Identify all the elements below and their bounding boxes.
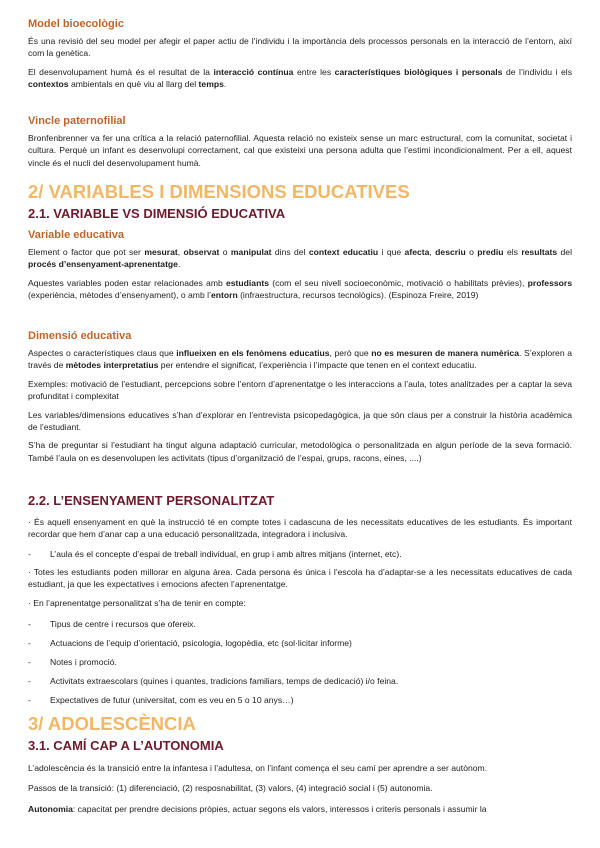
bold-term: manipulat <box>230 247 272 257</box>
heading-vincle-paternofilial: Vincle paternofilial <box>28 115 126 127</box>
chapter-3 <box>28 713 572 735</box>
heading-variable-educativa: Variable educativa <box>28 229 124 241</box>
paragraph <box>28 66 572 91</box>
bold-term: característiques biològiques i personals <box>334 66 503 77</box>
section-title: 2.1. VARIABLE VS DIMENSIÓ EDUCATIVA <box>28 206 286 221</box>
text-run: entre les <box>293 66 335 77</box>
text-run: , <box>177 247 184 257</box>
chapter-2 <box>28 181 572 203</box>
paragraph-block <box>28 516 572 541</box>
text-run: els <box>503 247 522 257</box>
dash-bullet: - <box>28 657 31 667</box>
section-dimensio-educativa <box>28 330 572 464</box>
bold-term: interacció contínua <box>213 66 294 77</box>
text-run: Aquestes variables poden estar relacionades amb <box>28 277 226 288</box>
dash-bullet: - <box>28 676 31 686</box>
bold-term: procés d’ensenyament-aprenentatge <box>28 259 178 270</box>
text-run: , però que <box>329 348 372 358</box>
bold-term: Autonomia <box>28 803 73 814</box>
text-run: (infraestructura, recursos tecnològics). (Espinoza Freire, 2019) <box>237 290 479 301</box>
list-item <box>28 675 570 687</box>
text-run: . <box>177 259 181 270</box>
paragraph: Exemples: motivació de l’estudiant, percepcions sobre l’entorn d’aprenentatge o les interaccions a l’aula, totes analitzades per a captar la seva profunditat i complexitat <box>28 378 572 402</box>
list-item <box>28 656 570 668</box>
text-run: i que <box>378 247 405 257</box>
bold-term: professors <box>527 277 573 288</box>
text-run: (com el seu nivell socioeconòmic, motivació o habilitats prèvies), <box>268 277 528 288</box>
bold-term: mètodes interpretatius <box>65 360 159 371</box>
section-vincle-paternofilial <box>28 115 572 169</box>
bold-term: observat <box>183 247 220 257</box>
bold-term: entorn <box>210 290 238 301</box>
chapter-title: 2/ VARIABLES I DIMENSIONS EDUCATIVES <box>28 181 410 202</box>
paragraph-block <box>28 566 572 609</box>
paragraph <box>28 347 572 372</box>
text-run: de l’individu i els <box>502 66 572 77</box>
list-item-text: Tipus de centre i recursos que ofereix. <box>50 619 196 629</box>
paragraph: · En l’aprenentatge personalitzat s’ha de tenir en compte: <box>28 597 246 608</box>
section-2-1 <box>28 206 572 302</box>
paragraph: · Totes les estudiants poden millorar en alguna àrea. Cada persona és única i l’escola ha d’adaptar-se a les necessitats educatives de cada estudiant, ja que les expectatives i emocions afecten l’aprenentatge. <box>28 567 572 590</box>
heading-model-bioecologic: Model bioecològic <box>28 18 124 30</box>
bold-term: estudiants <box>226 277 269 288</box>
bold-term: context educatiu <box>308 247 379 257</box>
paragraph: L’adolescència és la transició entre la infantesa i l’adultesa, on l’infant comença el seu camí per aprendre a ser autònom. <box>28 763 488 773</box>
list-item <box>28 637 570 649</box>
text-run: per entendre el significat, l’experiència i l’impacte que tenen en el context educatiu. <box>158 360 477 371</box>
text-run: : capacitat per prendre decisions pròpies, actuar segons els valors, interessos i criteris personals i assumir la <box>72 803 487 814</box>
text-run: Element o factor que pot ser <box>28 247 145 257</box>
paragraph <box>28 803 572 815</box>
text-run: o <box>219 247 231 257</box>
list-item-text: Actuacions de l’equip d’orientació, psicologia, logopèdia, etc (sol·licitar informe) <box>50 638 352 648</box>
list-item <box>28 618 570 630</box>
heading-dimensio-educativa: Dimensió educativa <box>28 330 132 342</box>
text-run: Aspectes o característiques claus que <box>28 348 177 358</box>
bold-term: influeixen en els fenòmens educatius <box>176 348 330 358</box>
section-2-2 <box>28 493 572 509</box>
section-3-1 <box>28 738 572 815</box>
dash-bullet: - <box>28 638 31 648</box>
text-run: del <box>557 247 572 257</box>
paragraph: És una revisió del seu model per afegir el paper actiu de l’individu i la importància dels processos personals en la interacció de l’entorn, així com la genètica. <box>28 36 572 59</box>
section-model-bioecologic <box>28 18 572 91</box>
paragraph: Les variables/dimensions educatives s’han d’explorar en l’entrevista psicopedagògica, ja que són claus per a construir la història acadèmica de l’estudiant. <box>28 409 572 433</box>
text-run: . <box>223 79 227 90</box>
bold-term: temps <box>198 79 224 90</box>
list-item <box>28 548 570 560</box>
dash-bullet: - <box>28 549 31 559</box>
section-title: 2.2. L’ENSENYAMENT PERSONALITZAT <box>28 493 275 508</box>
text-run: (experiència, mètodes d’ensenyament), o amb l’ <box>28 290 211 301</box>
text-run: . S’exploren a través de <box>28 348 572 371</box>
text-run: ambientals en què viu al llarg del <box>68 79 199 90</box>
paragraph <box>28 277 572 302</box>
bold-term: afecta <box>404 247 430 257</box>
bold-term: mesurat <box>144 247 178 257</box>
list-item-text: Notes i promoció. <box>50 657 117 667</box>
bold-term: contextos <box>28 79 69 90</box>
list-item-text: Activitats extraescolars (quines i quantes, tradicions familiars, temps de dedicació) i/o feina. <box>50 676 399 686</box>
paragraph <box>28 246 572 271</box>
text-run: , <box>429 247 436 257</box>
paragraph: · És aquell ensenyament en què la instrucció té en compte totes i cadascuna de les necessitats educatives de les estudiants. És important recordar que hem d’anar cap a una educació personalitzada, integradora i inclusiva. <box>28 517 572 540</box>
text-run: El desenvolupament humà és el resultat de la <box>28 66 214 77</box>
bold-term: prediu <box>477 247 504 257</box>
section-title: 3.1. CAMÍ CAP A L’AUTONOMIA <box>28 738 224 753</box>
list-item <box>28 694 570 706</box>
dash-bullet: - <box>28 695 31 705</box>
paragraph: Passos de la transició: (1) diferenciació, (2) resposnabilitat, (3) valors, (4) integració social i (5) autonomia. <box>28 783 433 794</box>
bold-term: descriu <box>435 247 466 257</box>
list-item-text: L’aula és el concepte d’espai de treball individual, en grup i amb altres mitjans (internet, etc). <box>50 549 402 559</box>
list-item-text: Expectatives de futur (universitat, com es veu en 5 o 10 anys…) <box>50 695 294 705</box>
dash-bullet: - <box>28 619 31 629</box>
text-run: dins del <box>271 247 309 257</box>
bold-term: no es mesuren de manera numèrica <box>371 348 519 358</box>
bold-term: resultats <box>521 247 558 257</box>
chapter-title: 3/ ADOLESCÈNCIA <box>28 713 196 734</box>
text-run: o <box>465 247 478 257</box>
paragraph: Bronfenbrenner va fer una crítica a la relació paternofilial. Aquesta relació no existeix sense un marc estructural, com la comunitat, societat i cultura. Perquè un infant es desenvolupi correctament, cal que existeixi una persona adulta que l’estimi incondicionalment. Per a ell, aquest vincle és el nucli del desenvolupament humà. <box>28 133 572 168</box>
paragraph: S’ha de preguntar si l’estudiant ha tingut alguna adaptació curricular, metodològica o personalitzada en algun període de la seva formació. També l’aula on es desenvolupen les activitats (tipus d’organització de l’espai, grups, racons, eines, ....) <box>28 440 572 463</box>
